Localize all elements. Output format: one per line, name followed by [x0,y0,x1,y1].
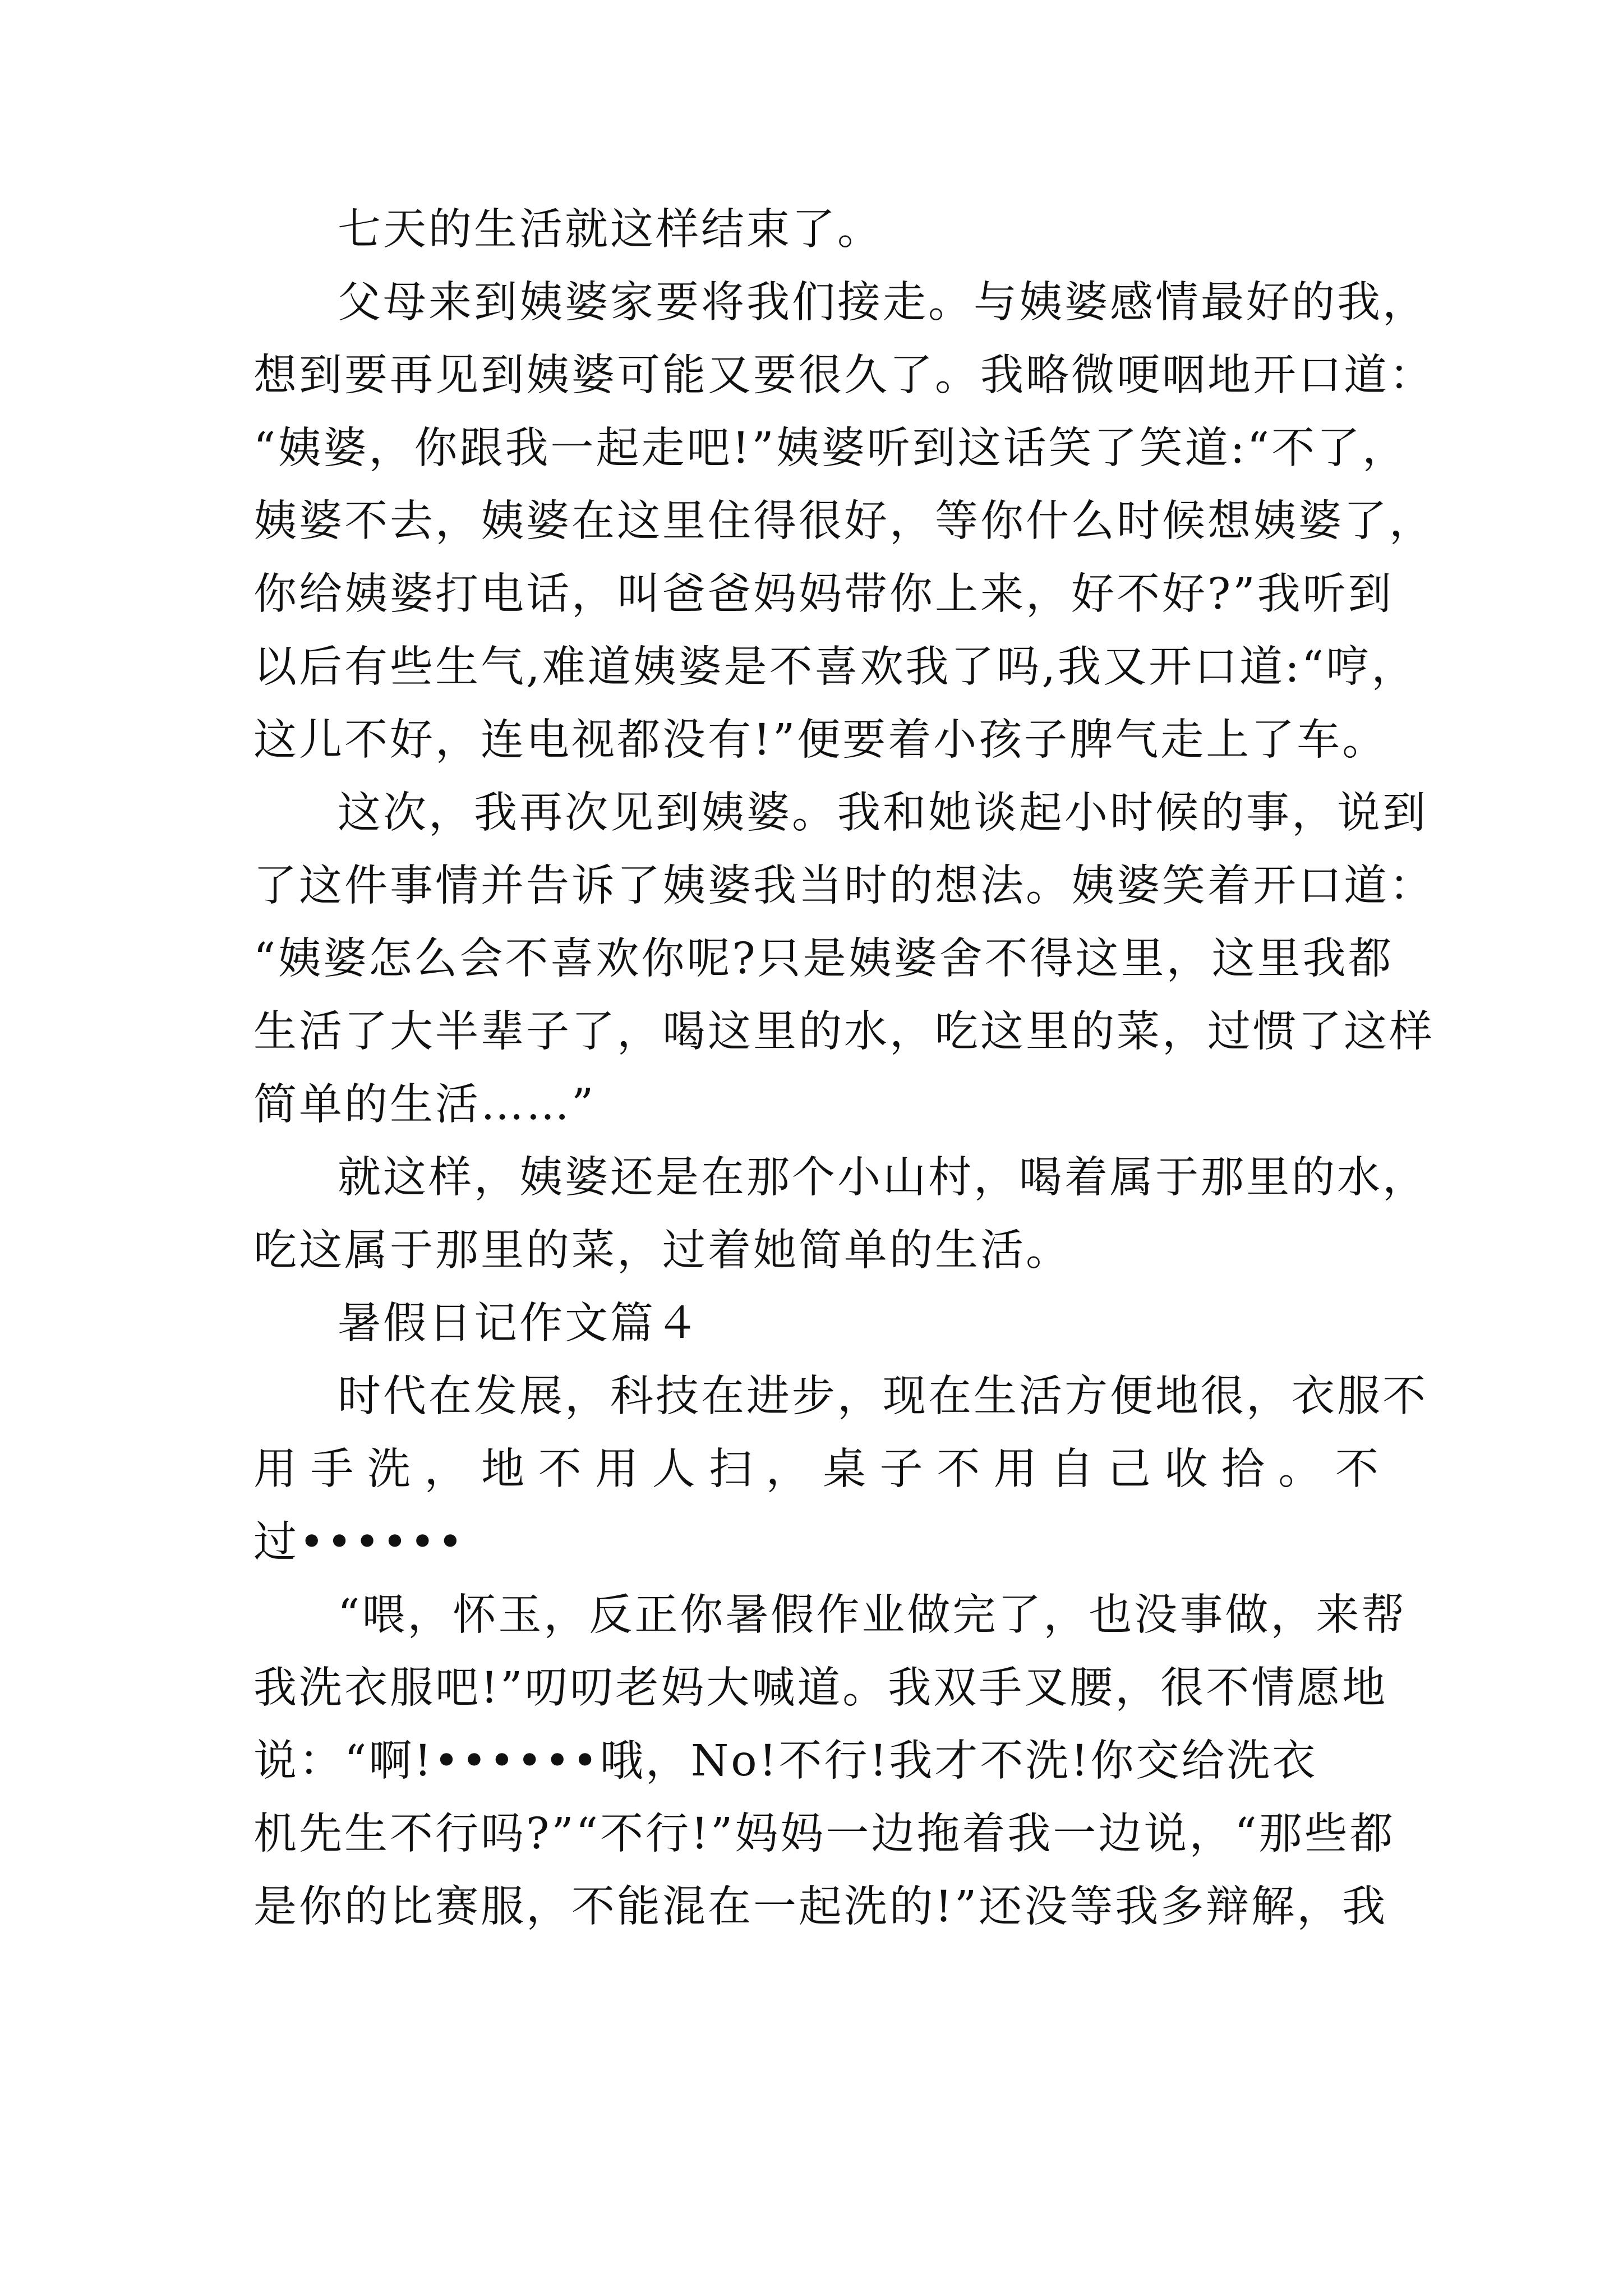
spread-character: 不 [937,1444,983,1494]
paragraph-line: 简单的生活……” [253,1080,596,1130]
spread-character: 桌 [823,1444,869,1494]
spread-character: 用 [253,1444,299,1494]
paragraph-line: 是你的比赛服，不能混在一起洗的!”还没等我多辩解，我 [253,1882,1388,1932]
spread-character: 不 [538,1444,584,1494]
spread-character: 不 [1335,1444,1381,1494]
spread-character: 地 [481,1444,527,1494]
paragraph-line: 过•••••• [253,1517,465,1567]
paragraph-line: 这次，我再次见到姨婆。我和她谈起小时候的事，说到 [338,788,1428,838]
section-heading: 暑假日记作文篇４ [338,1299,701,1349]
spread-character: 人 [652,1444,698,1494]
spread-character: 拾 [1221,1444,1267,1494]
paragraph-line: 机先生不行吗?”“不行!”妈妈一边拖着我一边说，“那些都 [253,1809,1395,1859]
paragraph-line: 了这件事情并告诉了姨婆我当时的想法。姨婆笑着开口道： [253,861,1435,911]
paragraph-line: 就这样，姨婆还是在那个小山村，喝着属于那里的水， [338,1153,1428,1203]
paragraph-line: 吃这属于那里的菜，过着她简单的生活。 [253,1226,1071,1276]
document-body [253,194,1435,1944]
spread-character: 子 [879,1444,925,1494]
spread-character: 。 [1278,1444,1324,1494]
justified-paragraph-line [253,1433,1381,1506]
spread-character: 洗 [367,1444,413,1494]
spread-character: 己 [1107,1444,1153,1494]
paragraph-line: “姨婆，你跟我一起走吧!”姨婆听到这话笑了笑道:“不了， [253,424,1408,473]
spread-character: 自 [1050,1444,1096,1494]
paragraph-line: 时代在发展，科技在进步，现在生活方便地很，衣服不 [338,1372,1428,1421]
paragraph-line: “姨婆怎么会不喜欢你呢?只是姨婆舍不得这里，这里我都 [253,934,1394,984]
paragraph-line: “喂，怀玉，反正你暑假作业做完了，也没事做，来帮 [338,1590,1407,1640]
spread-character: 用 [595,1444,641,1494]
paragraph-line: 这儿不好，连电视都没有!”便要着小孩子脾气走上了车。 [253,715,1388,765]
spread-character: 用 [993,1444,1039,1494]
paragraph-line: 你给姨婆打电话，叫爸爸妈妈带你上来，好不好?”我听到 [253,569,1394,619]
spread-character: 扫 [709,1444,755,1494]
spread-character: ， [424,1444,470,1494]
paragraph-line: 想到要再见到姨婆可能又要很久了。我略微哽咽地开口道： [253,351,1435,401]
spread-character: 手 [310,1444,356,1494]
spread-character: 收 [1164,1444,1210,1494]
paragraph-line: 父母来到姨婆家要将我们接走。与姨婆感情最好的我， [338,278,1428,328]
paragraph-line: 以后有些生气,难道姨婆是不喜欢我了吗,我又开口道:“哼， [253,642,1417,692]
paragraph-line: 姨婆不去，姨婆在这里住得很好，等你什么时候想姨婆了， [253,496,1435,546]
paragraph-line: 生活了大半辈子了，喝这里的水，吃这里的菜，过惯了这样 [253,1007,1435,1057]
spread-character: ， [766,1444,811,1494]
paragraph-line: 七天的生活就这样结束了。 [338,205,883,255]
paragraph-line: 说：“啊!••••••哦，No!不行!我才不洗!你交给洗衣 [253,1736,1318,1786]
paragraph-line: 我洗衣服吧!”叨叨老妈大喊道。我双手叉腰，很不情愿地 [253,1663,1388,1713]
